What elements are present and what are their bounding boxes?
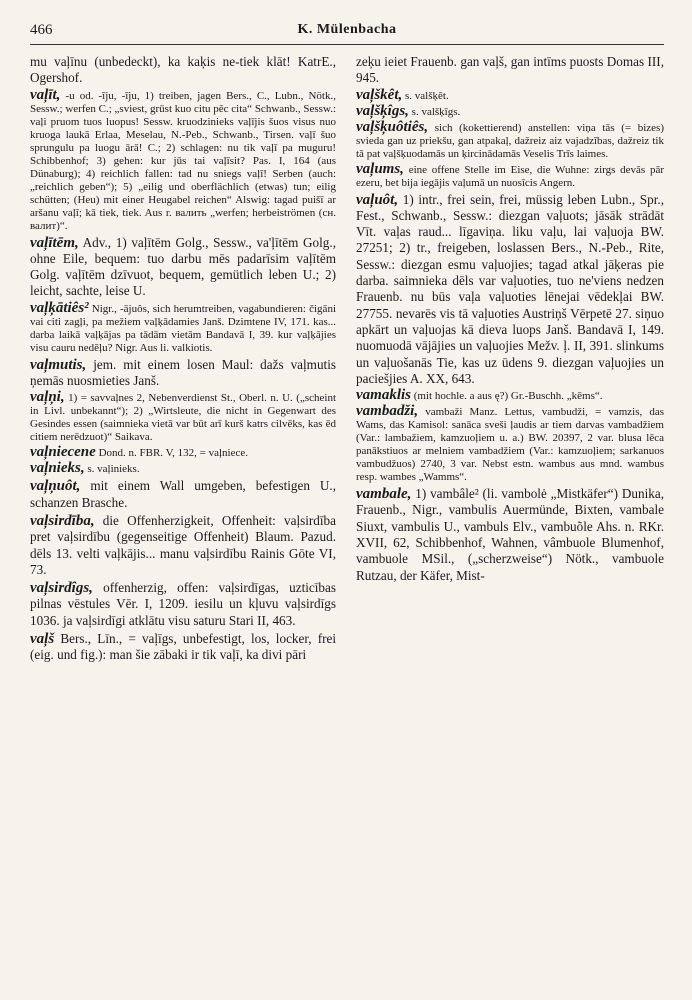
entry-text: die Offenherzigkeit, Offenheit: vaļsirdība pret vaļsirdību (gegenseitige Offenheit) Blaum. Pazud. dēls 13. velti vaļkājis... manu vaļsirdību Rainis Gōte VI, 73. xyxy=(30,512,336,577)
right-column xyxy=(356,54,664,990)
entry-text: 1) vambâle² (li. vambolė „Mistkäfer“) Dunika, Frauenb., Nigr., vambulis Auermünde, Bixten, vambale Siuxt, vambulis U., vambuls Elv., vambuõle Ahs. n. RKr. XVII, 62, Schibbenhof, Wahnen, vâmbuole Blumenhof, vambuole MSil., („scherzweise“) Nötk., vambuole Rutzau, der Käfer, Mist- xyxy=(356,486,664,583)
entry-text: jem. mit einem losen Maul: dažs vaļmutis ņemās nuosmieties Janš. xyxy=(30,356,336,389)
entry-text: mu vaļīnu (unbedeckt), ka kaķis ne-tiek klāt! KatrE., Ogershof. xyxy=(30,54,336,86)
entry-headword: vaļšķîgs, xyxy=(356,102,409,119)
running-title: K. Mülenbacha xyxy=(297,22,397,37)
entry-headword: vaļšķuôtiês, xyxy=(356,118,429,135)
entry-text: zeķu ieiet Frauenb. gan vaļš, gan intīms puosts Domas III, 945. xyxy=(356,54,664,86)
entry-headword: vaļškêt, xyxy=(356,86,403,103)
entry-text: Adv., 1) vaļītēm Golg., Sessw., va'ļītēm Golg., ohne Eile, bequem: tuo darbu mēs padarīsim vaļītēm Golg. vaļītēm dzīvuot, bequem, gemütlich leben U.; 2) leicht, sachte, leise U. xyxy=(30,234,336,299)
entry-text: Bers., Līn., = vaļīgs, unbefestigt, los, locker, frei (eig. und fig.): man šie zābaki ir tik vaļī, ka divi pāri xyxy=(30,631,336,663)
entry-headword: vaļņi, xyxy=(30,389,65,406)
dictionary-entry xyxy=(30,513,336,578)
entry-text: Nigr., -ājuôs, sich herumtreiben, vagabundieren: čigāni vai citi zagļi, pa mežiem vaļķādamies Janš. Dzimtene IV, 171. kas... darba laikā vaļķājas pa tādām vietām Bandavā I, 39. kur vaļķājies visu cauru nedēļu? Nigr. Aus li. valkiotis. xyxy=(30,302,336,354)
entry-headword: vaļīt, xyxy=(30,86,61,103)
entry-text: offenherzig, offen: vaļsirdīgas, uzticības pilnas vēstules Vēr. I, 1209. iesilu un kļuvu vaļsirdīgs 1036. ja vaļsirdīgi atklātu visu saturu Stari II, 463. xyxy=(30,580,336,628)
left-column xyxy=(30,54,336,990)
entry-headword: vaļuôt, xyxy=(356,191,399,208)
entry-headword: vaļītēm, xyxy=(30,234,79,251)
dictionary-entry xyxy=(356,86,664,103)
dictionary-entry xyxy=(356,192,664,388)
dictionary-entry xyxy=(356,486,664,584)
dictionary-entry xyxy=(30,462,336,476)
entry-headword: vaļums, xyxy=(356,160,404,177)
entry-headword: vaļnieks, xyxy=(30,460,85,477)
entry-headword: vaļš xyxy=(30,631,55,648)
page-header xyxy=(30,18,664,45)
dictionary-entry xyxy=(30,580,336,629)
dictionary-entry xyxy=(356,54,664,87)
page-number: 466 xyxy=(30,22,53,38)
entry-text: eine offene Stelle im Eise, die Wuhne: zirgs devās pār ezeru, bet bija iegājis vaļumā un nuosīcis Angern. xyxy=(356,163,664,189)
entry-text: s. valšķīgs. xyxy=(408,105,461,118)
entry-text: Dond. n. FBR. V, 132, = vaļniece. xyxy=(95,447,248,460)
dictionary-entry xyxy=(356,405,664,484)
entry-headword: vambale, xyxy=(356,486,412,503)
entry-headword: vaļķātiês² xyxy=(30,299,89,316)
entry-text: s. vaļinieks. xyxy=(84,463,140,476)
dictionary-entry xyxy=(30,446,336,460)
entry-text: (mit hochle. a aus ę?) Gr.-Buschh. „kēms“. xyxy=(411,390,603,403)
dictionary-entry xyxy=(30,54,336,87)
entry-text: s. valšķēt. xyxy=(402,89,449,102)
dictionary-entry xyxy=(356,389,664,403)
dictionary-entry xyxy=(356,102,664,119)
entry-text: 1) = savvaļnes 2, Nebenverdienst St., Oberl. n. U. („scheint in Livl. unbekannt“); 2) „Wirtsleute, die nicht in Gegenwart des Gesindes essen (saimnieka vietā var būt arī kurš katrs cilvēks, kas ēd citiem nerēdzuot)“ Saikava. xyxy=(30,392,336,444)
entry-text: 1) intr., frei sein, frei, müssig leben Lubn., Spr., Fest., Schwanb., Sessw.: diezgan vaļuots; jāsāk strādāt Vīt. vaļas raud... līgaviņa. liku vaļu, lai vaļuoja BW. 27251; 2) tr., freigeben, loslassen Bers., N.-Peb., Rite, Sessw.: diezgan esmu vaļuojies; tagad atkal jāķeras pie darba. saimnieka dēls var vaļuoties, tuo ne'viens nedzen Frauenb. nu būs vaļa vaļuoties lēnejai vēdekļai BW. 27755. nevarēs vis tā vaļuoties Austriņš Vērpetē 27. siņuo apkārt un vaļuojas kā dieva luops Janš. Bandavā I, 149. nuomuodā vājājies un vaļuojies Mežv. ļ. II, 391. slinkums un vaļuošanās Tie, kas uz ūdens 9. diezgan vaļuojies un paciešjies A. XX, 643. xyxy=(356,191,664,386)
entry-headword: vaļņuôt, xyxy=(30,478,81,495)
entry-text: sich (kokettierend) anstellen: viņa tās (= bizes) svieda gan uz priekšu, gan atpakaļ, dažreiz aiz vajadzības, dažreiz tik tā pat vaļšķuodamās un ķircinādamās Veselis Trīs laimes. xyxy=(356,121,664,160)
dictionary-entry xyxy=(30,631,336,664)
dictionary-entry xyxy=(30,357,336,390)
dictionary-entry xyxy=(356,160,664,190)
entry-headword: vaļsirdība, xyxy=(30,512,95,529)
dictionary-entry xyxy=(356,118,664,161)
entry-headword: vaļsirdîgs, xyxy=(30,580,93,597)
entry-headword: vaļniecene xyxy=(30,444,96,461)
dictionary-entry xyxy=(30,235,336,300)
entry-headword: vambadži, xyxy=(356,403,419,420)
entry-text: -u od. -īju, -īju, 1) treiben, jagen Bers., C., Lubn., Nötk., Sessw.; werfen C.; „sviest, grūst kuo citu pēc cita“ Schwanb., Sessw.: vaļi pruom tuos luopus! Sessw. kruodzinieks vaļījis šuos visus nuo kruoga laukā Erlaa, Meselau, N.-Peb., Schwanb., Tirsen. vaļī šuo sprungulu pa luogu ārā! C.; 2) schlagen: nu tik vaļī pa muguru! Schibbenhof; 3) gehen: kur jūs tai vaļīsit? Pas. I, 164 (aus Dünaburg); 4) reichlich fallen: tad nu sniegs vaļī! Serben (auch: „reichlich geben“); 5) „eilig und oberflächlich (etwas) tun; eilig schütten; (Heu) mit einer Heugabel reichen“ Alswig: tagad puišī ar aršanu vaļī; kā tiek, tiek. Aus r. валить „werfen; herbeiströmen (сн. валит)“. xyxy=(30,89,336,232)
dictionary-entry xyxy=(30,86,336,233)
entry-headword: vaļmutis, xyxy=(30,356,87,373)
dictionary-entry xyxy=(30,478,336,511)
entry-text: vambaži Manz. Lettus, vambudži, = vamzis, das Wams, das Kamisol: sanāca sveši ļaudis ar tiem darvas vambadžiem (Var.: lambažiem, kamzuoļiem u. a.) BW. 20397, 2 var. blusa lēca panākstiuos ar melniem vambadžiem (Var.: kamzuoļiem; sarkanuos vambudžuos) 2740, 3 var. Nebst estn. wambus aus mnd. wambus resp. wambes „Wamms“. xyxy=(356,406,664,484)
entry-text: mit einem Wall umgeben, befestigen U., schanzen Brasche. xyxy=(30,478,336,510)
entry-headword: vamaklis xyxy=(356,387,411,404)
dictionary-entry xyxy=(30,391,336,444)
dictionary-entry xyxy=(30,299,336,355)
